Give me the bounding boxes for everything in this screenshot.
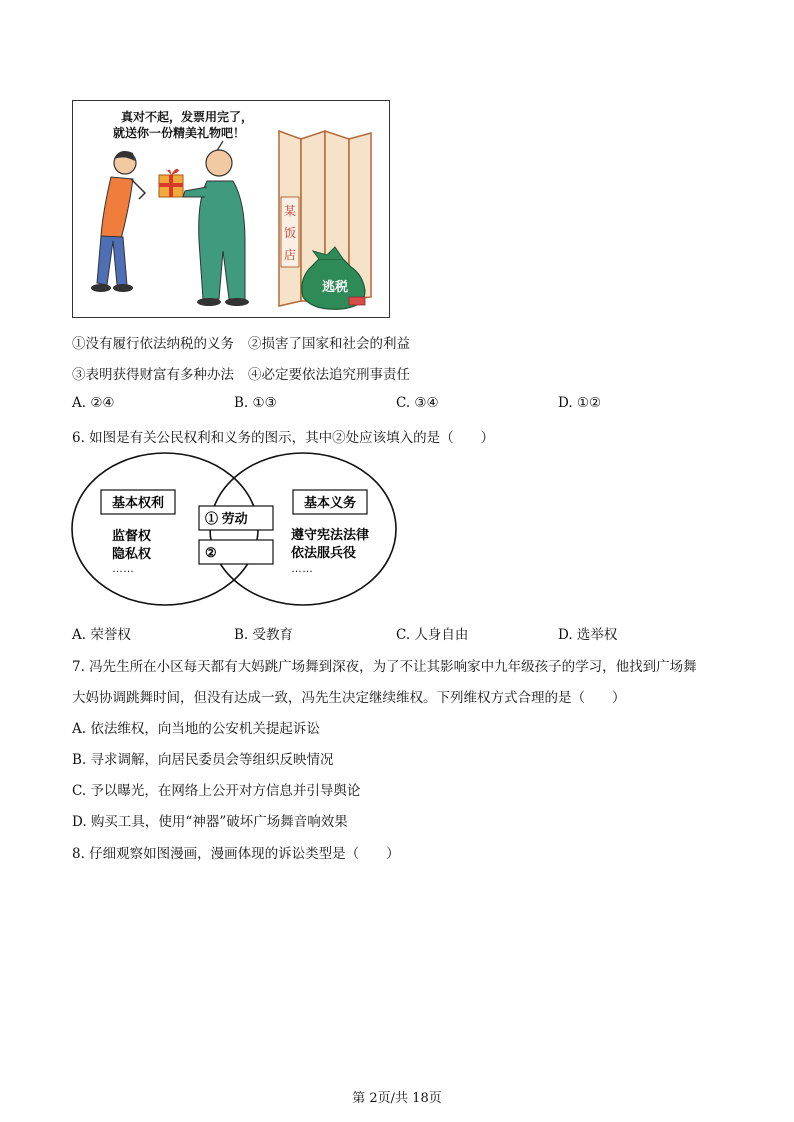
q7-stem-line-2: 大妈协调跳舞时间，但没有达成一致，冯先生决定继续维权。下列维权方式合理的是（ ） (72, 690, 626, 706)
gift-icon (159, 169, 183, 197)
q5-statements-row-1 (72, 332, 410, 352)
page-number-footer: 第 2页/共 18页 (352, 1091, 442, 1106)
statement-1: ①没有履行依法纳税的义务 (72, 336, 234, 352)
q7-option-a[interactable]: A. 依法维权，向当地的公安机关提起诉讼 (72, 721, 320, 737)
shared-item-2: ② (205, 545, 217, 560)
rights-item-1: 监督权 (112, 528, 152, 543)
rights-item-3: …… (112, 563, 134, 575)
duties-item-3: …… (291, 563, 313, 575)
rights-title: 基本权利 (111, 495, 165, 510)
q8-stem: 8. 仔细观察如图漫画，漫画体现的诉讼类型是（ ） (72, 846, 400, 862)
duties-item-1: 遵守宪法法律 (291, 527, 370, 542)
speech-line-2: 就送你一份精美礼物吧！ (113, 126, 246, 140)
q6-option-b[interactable]: B. 受教育 (234, 627, 294, 643)
rights-duties-venn-diagram (70, 448, 402, 614)
shared-item-1: ① 劳动 (205, 511, 248, 526)
tax-evasion-cartoon (72, 100, 390, 318)
shop-sign-char-1: 某 (283, 204, 297, 218)
q5-option-d[interactable]: D. ①② (558, 395, 602, 411)
cartoon-drawing (73, 101, 389, 317)
q7-option-b[interactable]: B. 寻求调解，向居民委员会等组织反映情况 (72, 752, 334, 768)
shop-owner-figure (183, 150, 249, 306)
q7-option-c[interactable]: C. 予以曝光，在网络上公开对方信息并引导舆论 (72, 783, 361, 799)
q5-option-b[interactable]: B. ①③ (234, 395, 277, 411)
duties-item-2: 依法服兵役 (291, 545, 357, 560)
statement-4: ④必定要依法追究刑事责任 (248, 367, 410, 383)
shop-sign-char-2: 饭 (283, 226, 297, 240)
rights-item-2: 隐私权 (112, 546, 152, 561)
q6-stem: 6. 如图是有关公民权利和义务的图示，其中②处应该填入的是（ ） (72, 430, 495, 446)
q5-statements-row-2 (72, 363, 410, 383)
q6-option-c[interactable]: C. 人身自由 (396, 627, 469, 643)
statement-2: ②损害了国家和社会的利益 (248, 336, 410, 352)
shop-sign-char-3: 店 (283, 248, 297, 262)
q6-option-a[interactable]: A. 荣誉权 (72, 627, 131, 643)
q7-option-d[interactable]: D. 购买工具，使用“神器”破坏广场舞音响效果 (72, 814, 348, 830)
bag-label: 逃税 (321, 279, 349, 294)
q5-option-c[interactable]: C. ③④ (396, 395, 439, 411)
q6-option-d[interactable]: D. 选举权 (558, 627, 618, 643)
duties-title: 基本义务 (303, 495, 357, 510)
q7-stem-line-1: 7. 冯先生所在小区每天都有大妈跳广场舞到深夜，为了不让其影响家中九年级孩子的学习，他找到广场舞 (72, 659, 697, 675)
q5-option-a[interactable]: A. ②④ (72, 395, 115, 411)
statement-3: ③表明获得财富有多种办法 (72, 367, 234, 383)
speech-line-1: 真对不起，发票用完了， (121, 110, 254, 124)
customer-figure (91, 151, 145, 292)
